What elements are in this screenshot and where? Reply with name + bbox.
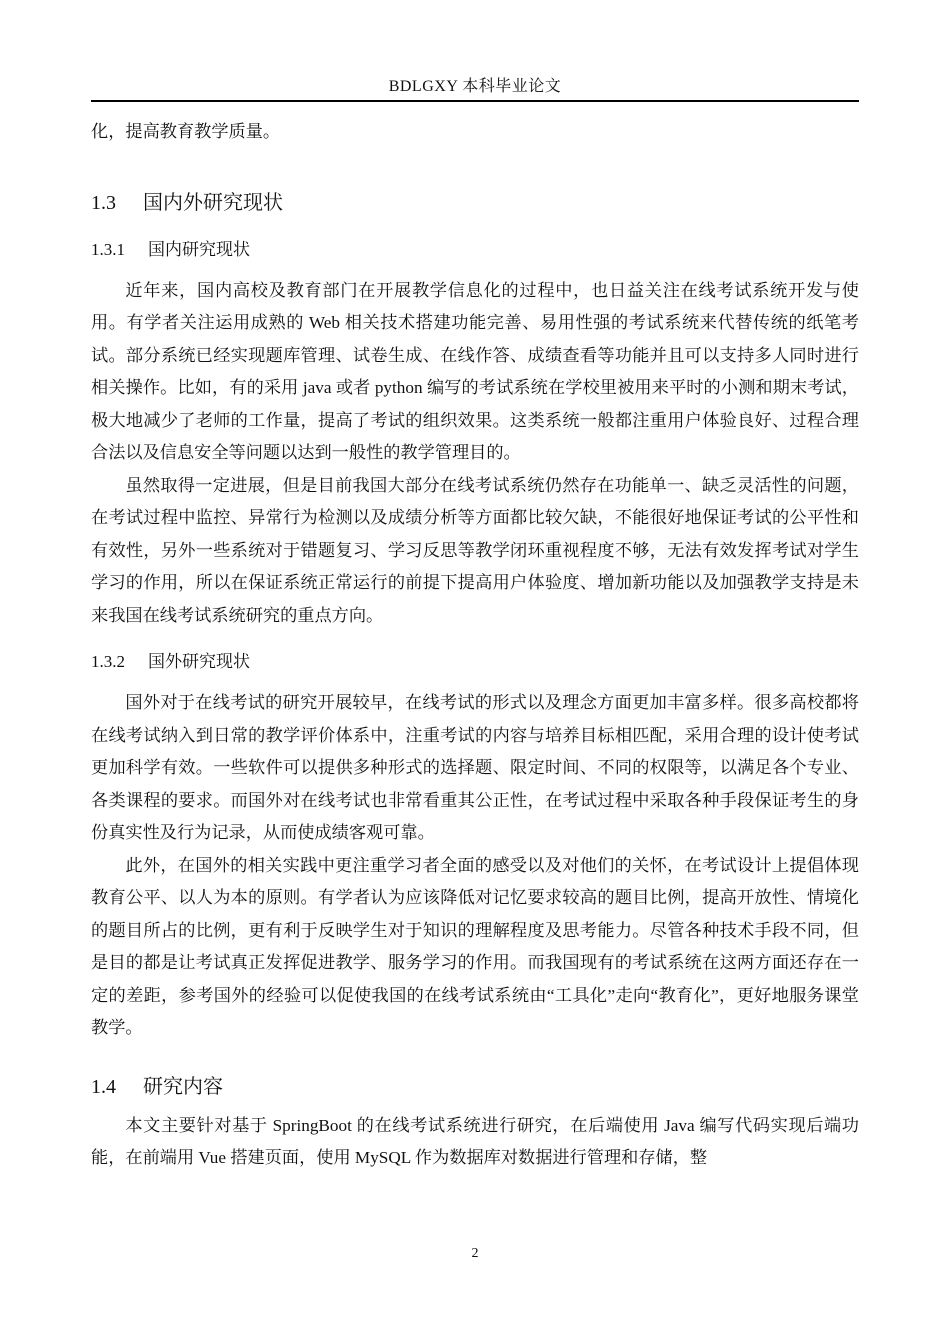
section-heading-1-3 [91,188,859,218]
spacer [91,263,859,275]
spacer [91,675,859,687]
subsection-number: 1.3.2 [91,652,125,671]
page-number: 2 [471,1246,479,1261]
intro-paragraph-tail: 化，提高教育教学质量。 [91,122,281,141]
body-paragraph: 虽然取得一定进展，但是目前我国大部分在线考试系统仍然存在功能单一、缺乏灵活性的问题，在考试过程中监控、异常行为检测以及成绩分析等方面都比较欠缺，不能很好地保证考试的公平性和有效性，另外一些系统对于错题复习、学习反思等教学闭环重视程度不够，无法有效发挥考试对学生学习的作用，所以在保证系统正常运行的前提下提高用户体验度、增加新功能以及加强教学支持是未来我国在线考试系统研究的重点方向。 [91,475,859,625]
body-paragraph: 此外，在国外的相关实践中更注重学习者全面的感受以及对他们的关怀，在考试设计上提倡体现教育公平、以人为本的原则。有学者认为应该降低对记忆要求较高的题目比例，提高开放性、情境化的题目所占的比例，更有利于反映学生对于知识的理解程度及思考能力。尽管各种技术手段不同，但是目的都是让考试真正发挥促进教学、服务学习的作用。而我国现有的考试系统在这两方面还存在一定的差距，参考国外的经验可以促使我国的在线考试系统由“工具化”走向“教育化”，更好地服务课堂教学。 [91,855,859,1037]
spacer [91,218,859,237]
header-rule [91,100,859,102]
subsection-title: 国外研究现状 [148,652,250,671]
spacer [91,149,859,188]
section-title: 研究内容 [143,1075,223,1098]
page-body [91,116,859,1175]
spacer [91,1045,859,1072]
body-paragraph: 国外对于在线考试的研究开展较早，在线考试的形式以及理念方面更加丰富多样。很多高校都将在线考试纳入到日常的教学评价体系中，注重考试的内容与培养目标相匹配，采用合理的设计使考试更加科学有效。一些软件可以提供多种形式的选择题、限定时间、不同的权限等，以满足各个专业、各类课程的要求。而国外对在线考试也非常看重其公正性，在考试过程中采取各种手段保证考生的身份真实性及行为记录，从而使成绩客观可靠。 [91,693,859,842]
spacer [91,1102,859,1110]
section-number: 1.4 [91,1075,116,1098]
spacer [91,632,859,649]
subsection-heading-1-3-1 [91,237,859,263]
section-title: 国内外研究现状 [143,191,283,214]
section-number: 1.3 [91,191,116,214]
subsection-number: 1.3.1 [91,239,125,259]
body-paragraph: 本文主要针对基于 SpringBoot 的在线考试系统进行研究，在后端使用 Java 编写代码实现后端功能，在前端用 Vue 搭建页面，使用 MySQL 作为数据库对数据进行管理和存储，整 [91,1115,859,1167]
running-header: BDLGXY 本科毕业论文 [388,78,562,95]
subsection-title: 国内研究现状 [148,239,250,259]
section-heading-1-4 [91,1072,859,1102]
body-paragraph: 近年来，国内高校及教育部门在开展教学信息化的过程中，也日益关注在线考试系统开发与使用。有学者关注运用成熟的 Web 相关技术搭建功能完善、易用性强的考试系统来代替传统的纸笔考试。部分系统已经实现题库管理、试卷生成、在线作答、成绩查看等功能并且可以支持多人同时进行相关操作。比如，有的采用 java 或者 python 编写的考试系统在学校里被用来平时的小测和期末考试，极大地减少了老师的工作量，提高了考试的组织效果。这类系统一般都注重用户体验良好、过程合理合法以及信息安全等问题以达到一般性的教学管理目的。 [91,280,859,462]
subsection-heading-1-3-2 [91,649,859,675]
